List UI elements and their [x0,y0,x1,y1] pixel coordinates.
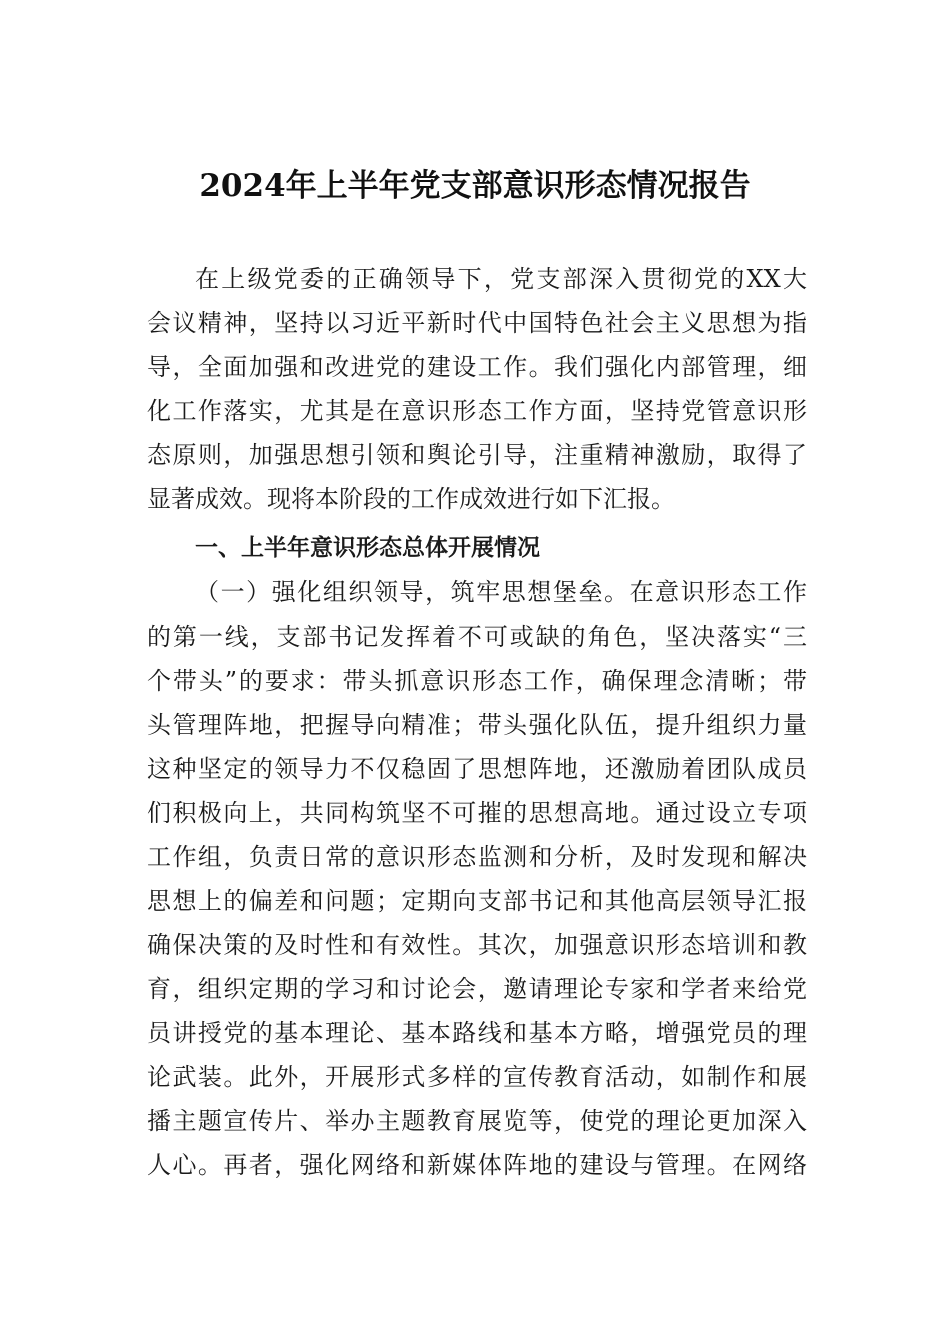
section-heading: 一、上半年意识形态总体开展情况 [195,535,540,561]
body-line: 育，组织定期的学习和讨论会，邀请理论专家和学者来给党 [147,975,807,1003]
body-line: 播主题宣传片、举办主题教育展览等，使党的理论更加深入 [147,1107,807,1135]
intro-line: 在上级党委的正确领导下，党支部深入贯彻党的XX大 [195,265,807,293]
intro-line: 会议精神，坚持以习近平新时代中国特色社会主义思想为指 [147,309,807,337]
body-line: 个带头”的要求：带头抓意识形态工作，确保理念清晰；带 [147,667,807,695]
intro-line: 显著成效。现将本阶段的工作成效进行如下汇报。 [147,485,675,513]
body-line: 头管理阵地，把握导向精准；带头强化队伍，提升组织力量 [147,711,807,739]
intro-line: 导，全面加强和改进党的建设工作。我们强化内部管理，细 [147,353,807,381]
body-line: 这种坚定的领导力不仅稳固了思想阵地，还激励着团队成员 [147,755,807,783]
intro-line: 化工作落实，尤其是在意识形态工作方面，坚持党管意识形 [147,397,807,425]
intro-line: 态原则，加强思想引领和舆论引导，注重精神激励，取得了 [147,441,807,469]
body-line: 员讲授党的基本理论、基本路线和基本方略，增强党员的理 [147,1019,807,1047]
body-line: 们积极向上，共同构筑坚不可摧的思想高地。通过设立专项 [147,799,807,827]
body-line: 论武装。此外，开展形式多样的宣传教育活动，如制作和展 [147,1063,807,1091]
body-line: 工作组，负责日常的意识形态监测和分析，及时发现和解决 [147,843,807,871]
body-line: 确保决策的及时性和有效性。其次，加强意识形态培训和教 [147,931,807,959]
body-line: 思想上的偏差和问题；定期向支部书记和其他高层领导汇报 [147,887,807,915]
body-line: （一）强化组织领导，筑牢思想堡垒。在意识形态工作 [195,578,807,606]
document-title: 2024年上半年党支部意识形态情况报告 [199,168,751,204]
body-line: 的第一线，支部书记发挥着不可或缺的角色，坚决落实“三 [147,623,807,651]
body-line: 人心。再者，强化网络和新媒体阵地的建设与管理。在网络 [147,1151,807,1179]
